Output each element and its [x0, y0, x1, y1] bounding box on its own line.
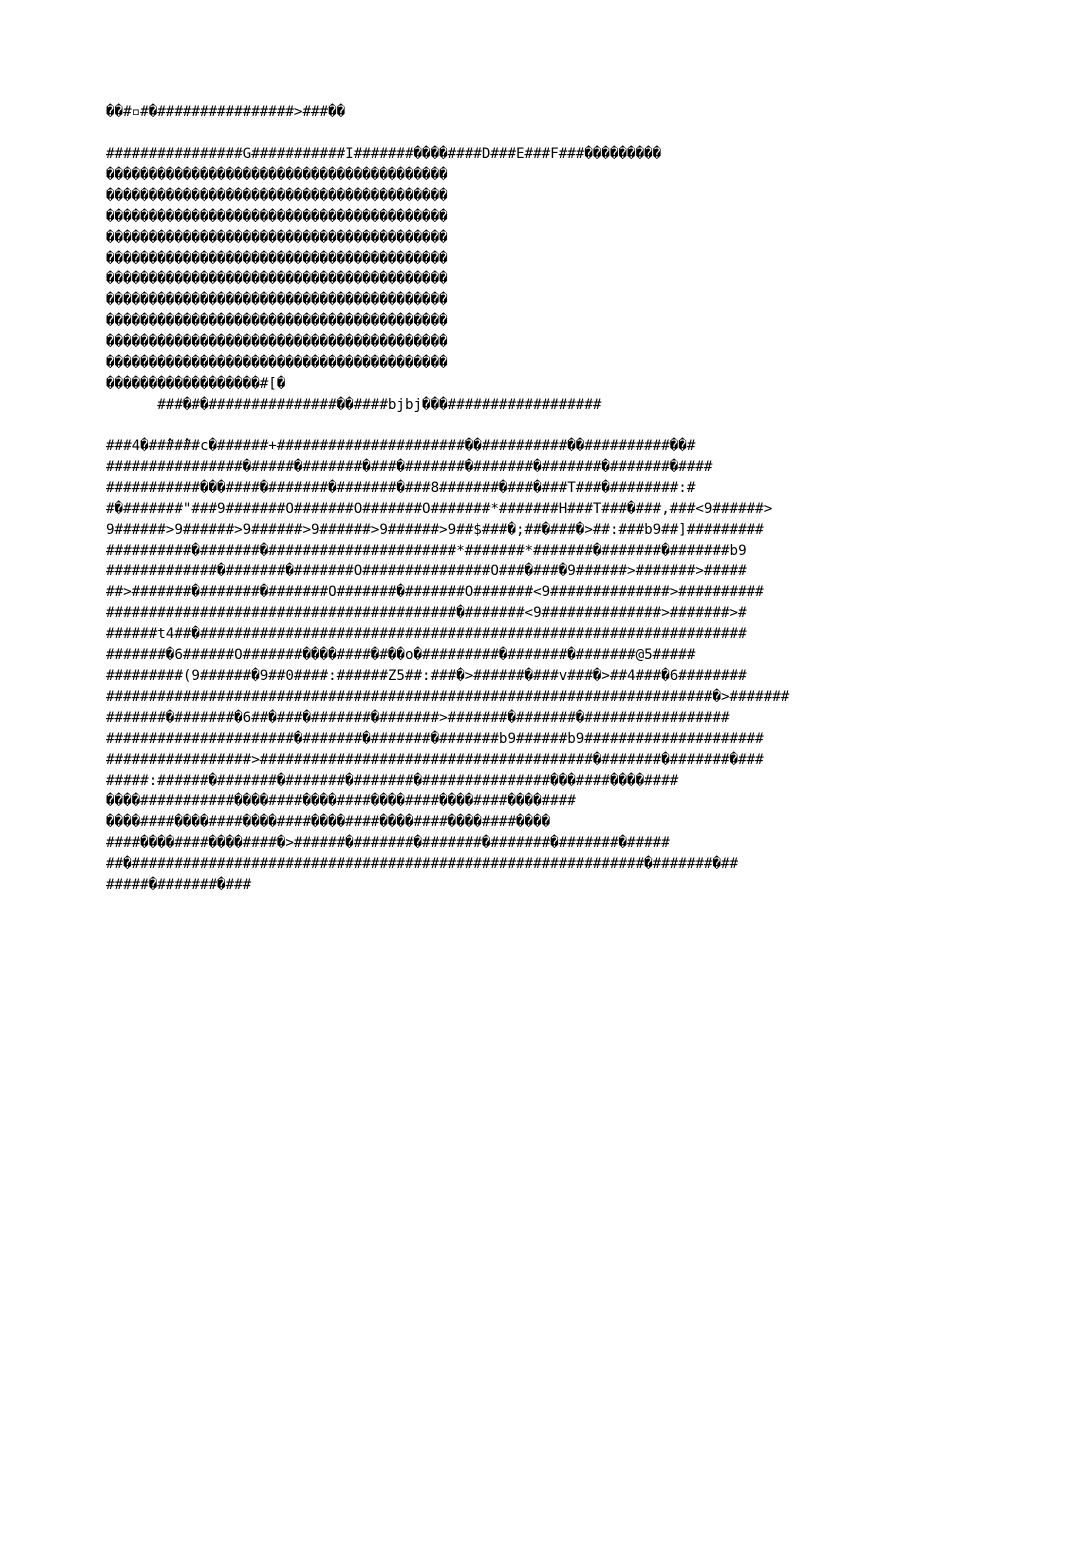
text-line: #################>#######################################�#######�#######�###	[106, 751, 764, 768]
text-line: #######################################################################�>#######	[106, 688, 790, 705]
text-line: #########################################�#######<9##############>#######>#	[106, 605, 747, 622]
text-line: ����������������������������������������	[106, 229, 448, 246]
text-line: ################�#####�#######�###�#######�#######�#######�#######�####	[106, 458, 713, 475]
text-line: ####����####����####�>######�#######�#######�#######�#######�#####	[106, 835, 670, 852]
text-line: ����������������������������������������	[106, 208, 448, 225]
text-line: ����������������������������������������	[106, 187, 448, 204]
text-line: ����������������������������������������	[106, 313, 448, 330]
text-line: ######################�#######�#######�#######b9######b9#####################	[106, 730, 764, 747]
text-line: ����###########����####����####����####����####����####	[106, 793, 576, 810]
text-line: ����������������������������������������	[106, 334, 448, 351]
text-line: #######�#######�6##�###�#######�#######>#######�#######�#################	[106, 709, 730, 726]
text-line: ###########���####�#######�#######�###8#######�###�###T###�########:#	[106, 479, 696, 496]
text-line: ######t4##�################################################################	[106, 626, 747, 643]
garbled-paragraph-2	[106, 436, 789, 896]
text-line: #####:######�#######�#######�#######�###############���####����####	[106, 772, 679, 789]
text-line: ##>#######�#######�#######O#######�#######O#######<9##############>##########	[106, 584, 764, 601]
text-line: ������������������#[�	[106, 375, 286, 392]
text-line: #############�#######�#######O###############O###�###�9######>#######>#####	[106, 563, 747, 580]
text-line: ##########�#######�######################*#######*#######�#######�#######b9	[106, 542, 747, 559]
text-line: ###�#�###############��####bjbj���##################	[106, 396, 602, 413]
header-line: ��#▫#�################>###��	[106, 104, 346, 120]
text-line: 9######>9######>9######>9######>9######>9##$###�;##�###�>##:###b9##]#########	[106, 521, 764, 538]
text-line: ����������������������������������������	[106, 166, 448, 183]
garbled-paragraph-1	[106, 144, 661, 416]
text-line: ##�############################################################�#######�##	[106, 856, 739, 873]
text-line: #########(9######�9##0####:######Z5##:###�>######�###v###�>##4###�6########	[106, 667, 747, 684]
text-line: #######�6######O#######����####�#��o�#########�#######�#######@5#####	[106, 647, 696, 664]
text-line: #####�#######�###	[106, 877, 252, 894]
text-line: ����������������������������������������	[106, 250, 448, 267]
text-line: ����������������������������������������	[106, 292, 448, 309]
text-line: ����####����####����####����####����####����####����	[106, 814, 551, 831]
text-line: ################G###########I#######����####D###E###F###���������	[106, 146, 662, 162]
text-line: #�#######"###9#######O#######O#######O#######*#######H###T###�###,###<9######>	[106, 500, 773, 517]
text-line: ����������������������������������������	[106, 355, 448, 372]
text-line: ###4�##̂##̂##c�######+######################��##########��##########��#	[106, 438, 696, 454]
text-line: ����������������������������������������	[106, 271, 448, 288]
